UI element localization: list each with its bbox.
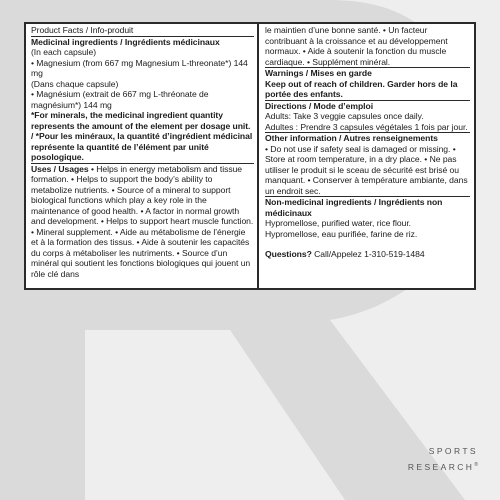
questions-line [265, 249, 470, 260]
magnesium-fr: • Magnésium (extrait de 667 mg L-thréonate de magnésium*) 144 mg [31, 89, 209, 110]
other-info-heading: Other information / Autres renseignements [265, 133, 438, 143]
label-title: Product Facts / Info-produit [31, 25, 254, 37]
logo-line-2-text: RESEARCH [407, 462, 475, 472]
sports-research-logo [408, 444, 478, 474]
directions-heading: Directions / Mode d’emploi [265, 100, 374, 111]
warnings-text: Keep out of reach of children. Garder hors de la portée des enfants. [265, 79, 470, 101]
medicinal-ingredients-heading: Medicinal ingredients / Ingrédients médicinaux [31, 36, 220, 47]
uses-text: • Helps in energy metabolism and tissue formation. • Helps to support the body’s ability to metabolize nutrients. • Source of a mineral to support biological functions which play a key role in the maintenance of good health. • A factor in normal growth and development. • Helps to support heart muscle function. • Mineral supplement. • Aide au métabolisme de l’énergie et à la formation des tissus. • Aide à soutenir les capacités du corps à métaboliser les nutriments. • Source d’un minéral qui soutient les fonctions biologiques qui jouent un rôle clé dans [31, 163, 254, 279]
nonmedicinal-fr: Hypromellose, eau purifiée, farine de riz. [265, 228, 418, 239]
questions-label: Questions? [265, 249, 312, 259]
product-facts-panel [24, 22, 476, 290]
uses-continuation: le maintien d’une bonne santé. • Un facteur contribuant à la croissance et au développement normaux. • Aide à soutenir la fonction du muscle cardiaque. • Supplément minéral. [265, 25, 470, 68]
left-column [26, 24, 259, 288]
directions-en: Adults: Take 3 veggie capsules once daily. [265, 111, 424, 121]
nonmedicinal-en: Hypromellose, purified water, rice flour. [265, 218, 412, 228]
directions-fr: Adultes : Prendre 3 capsules végétales 1 fois par jour. [265, 122, 470, 134]
warnings-heading: Warnings / Mises en garde [265, 68, 372, 78]
uses-paragraph [31, 164, 254, 280]
magnesium-en: • Magnesium (from 667 mg Magnesium L-threonate*) 144 mg [31, 57, 248, 78]
right-column [259, 24, 474, 288]
minerals-note: *For minerals, the medicinal ingredient quantity represents the amount of the element per dosage unit. / *Pour les minéraux, la quantité d’ingrédient médicinal représente la quantité de l’élément par unité posologique. [31, 110, 253, 162]
logo-line-1: SPORTS [428, 446, 478, 457]
other-info-text: • Do not use if safety seal is damaged or missing. • Store at room temperature, in a dry place. • Ne pas utiliser le produit si le sceau de sécurité est brisé ou manquant. • Conserver à température ambiante, dans un endroit sec. [265, 144, 470, 198]
each-capsule-fr: (Dans chaque capsule) [31, 78, 119, 89]
uses-heading: Uses / Usages [31, 163, 89, 174]
nonmedicinal-heading: Non-medicinal ingredients / Ingrédients non médicinaux [265, 197, 443, 218]
logo-line-2 [408, 458, 478, 474]
registered-mark: ® [474, 462, 478, 469]
questions-phone: Call/Appelez 1-310-519-1484 [311, 249, 425, 259]
each-capsule-en: (In each capsule) [31, 47, 97, 57]
